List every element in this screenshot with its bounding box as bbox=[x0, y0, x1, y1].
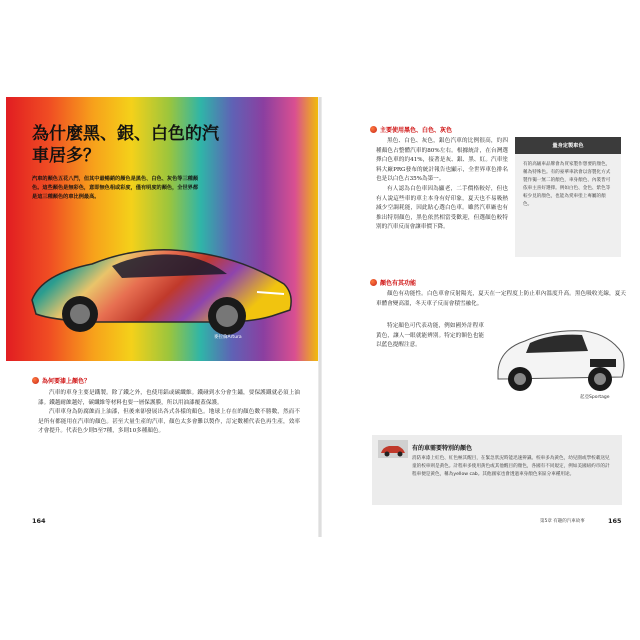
left-page bbox=[6, 97, 320, 537]
sidebar-title: 量身定製車色 bbox=[515, 137, 621, 154]
car-icon bbox=[378, 440, 408, 458]
paragraph: 汽車車身為防腐蝕而上油漆，但後來卻發展出各式各樣的顏色。地球上存在的顏色數不勝數，然而不是所有都能用在汽車的顏色。甚至大量生產的汽車，顏色太多會難以製作，訂定數種代表色再生產，效率才會提升。代表色少則5至7種，多則10多種顏色。 bbox=[38, 409, 300, 435]
right-page bbox=[320, 97, 634, 537]
info-box-title: 有的車需要特別的顏色 bbox=[412, 445, 473, 452]
section-title: 主要使用黑色、白色、灰色 bbox=[380, 127, 453, 134]
bullet-circle-icon bbox=[370, 126, 377, 133]
info-box-text: 消防車漆上紅色、紅色極其醒目，在緊急狀況時能迅速辨識。校車多為黃色，幼兒園或學校載送兒童的校車則是黃色。計程車多使用黃色或其他醒目的顏色，各國有不同規定，例如美國紐約市的計程車便是黃色，稱為yellow cab。其他國家也會透過車身顏色來區分車種用途。 bbox=[412, 456, 610, 477]
car-caption: 起亞Sportage bbox=[580, 395, 610, 400]
paragraph: 黑色、白色、灰色，銀色汽車的比例很高，約四種顏色占整體汽車的80%左右。根據統計，在台灣選擇白色車的約41%，接著是灰、銀、黑、紅。汽車塗料大廠PRG發布的統計報告也顯示，全世界車色排名也是以白色占35%為第一。 bbox=[376, 138, 508, 183]
section-title: 顏色有其功能 bbox=[380, 280, 417, 287]
sidebar-text: 有的高級車品牌會為買家製作想要的顏色，稱為特殊色。有的豪華車款會以客製化方式製作獨一無二的顏色，車身顏色、內裝皆可依車主喜好選擇。例如白色、金色、紫色等較少見的顏色，也能為愛車塗上專屬的顏色。 bbox=[523, 162, 611, 207]
paragraph: 顏色有功能性。白色車會反射陽光，夏天在一定程度上防止車內溫度升高。黑色吸收光線，夏天車體會變高溫，冬天車子反而會積雪融化。 bbox=[376, 291, 626, 307]
bullet-circle-icon bbox=[32, 377, 39, 384]
car-caption: 麥拉倫Artura bbox=[214, 335, 242, 340]
section-body bbox=[376, 322, 484, 351]
section-body bbox=[376, 137, 508, 233]
suv-illustration bbox=[490, 319, 630, 397]
sidebar-box bbox=[515, 137, 621, 257]
info-box bbox=[372, 435, 622, 505]
section-body bbox=[376, 290, 626, 320]
paragraph: 有人認為白色車因為顯老，二手價格較好，但也有人說這些車的車主本身有好印象，夏天也不易吸熱減少空調耗能，因此貼心選白色車。雖然汽車廠也有推出特別顏色，黑色依然相當受歡迎，但選顏色較特別的汽車反而會讓車價下降。 bbox=[376, 185, 508, 231]
supercar-illustration bbox=[22, 222, 300, 342]
page-number: 164 bbox=[32, 517, 46, 525]
section-body bbox=[38, 389, 300, 437]
page-number: 165 bbox=[608, 517, 622, 525]
paragraph: 汽車的車身主要是鐵製。除了鐵之外，也使用鋁或碳纖維。鐵碰到水分會生鏽，要保護鐵就必須上油漆。鐵越耐蝕越好，碳纖維等材料也要一層保護膜，所以用油漆覆蓋保護。 bbox=[38, 390, 300, 406]
section-header bbox=[32, 376, 90, 385]
section-header bbox=[370, 278, 416, 287]
section-header bbox=[370, 125, 452, 134]
chapter-label: 第5章 有趣的汽車故事 bbox=[540, 519, 585, 524]
paragraph: 特定顏色可代表功能，例如國外計程車黃色，讓人一眼就能辨別。特定的額色也能以藍色提醒注意。 bbox=[376, 323, 484, 349]
intro-text: 汽車的顏色五花八門，但其中最暢銷的顏色是黑色、白色、灰色等三種顏色。這些顏色是無彩色，意即無色相或彩度，僅有明度的顏色，全世界都是這三種顏色的車比例最高。 bbox=[32, 176, 199, 200]
section-title: 為何要漆上顏色？ bbox=[42, 378, 91, 385]
book-spread bbox=[6, 97, 634, 537]
bullet-circle-icon bbox=[370, 279, 377, 286]
page-headline: 為什麼黑、銀、白色的汽車居多？ bbox=[32, 124, 219, 166]
